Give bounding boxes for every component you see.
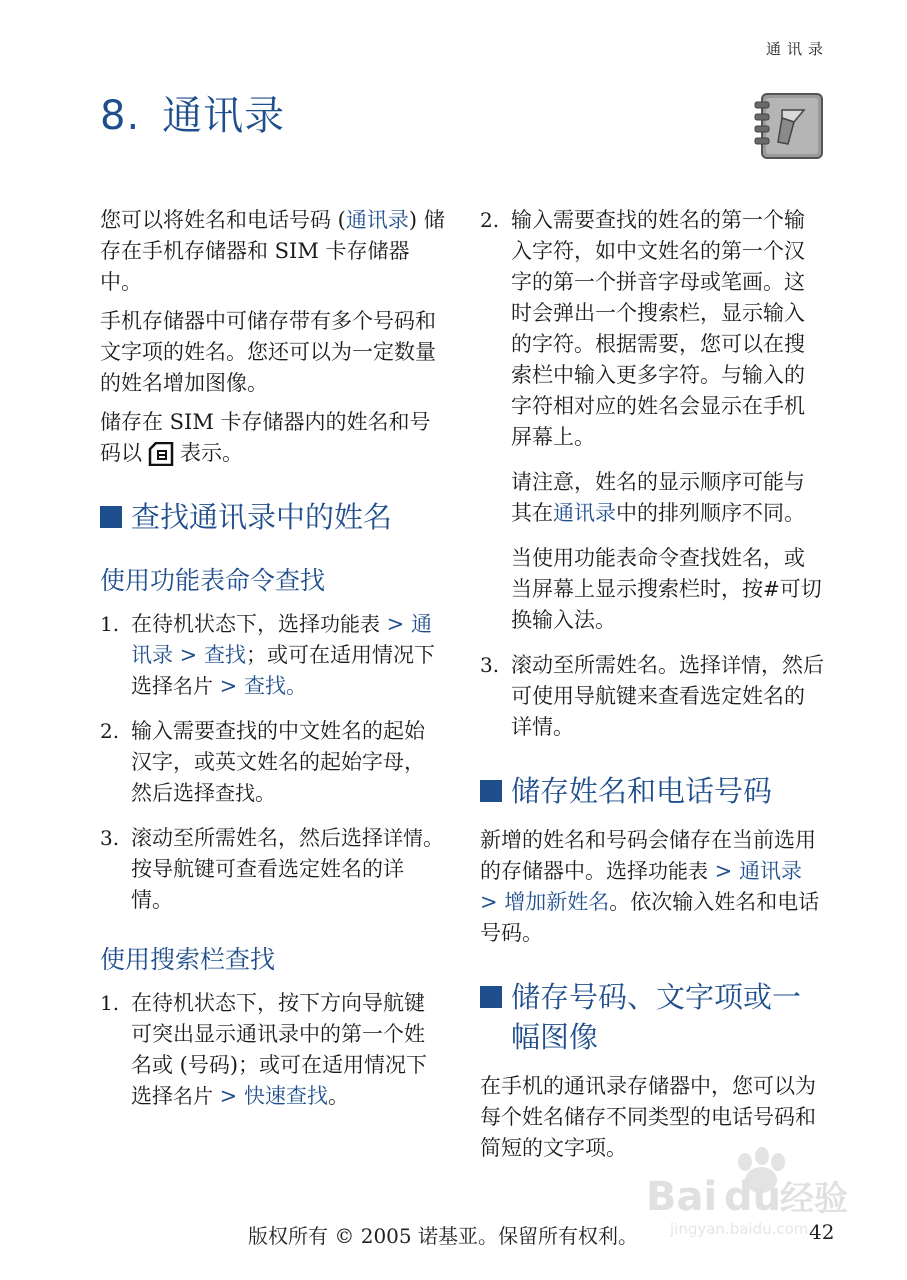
multi-paragraph: 在手机的通讯录存储器中，您可以为每个姓名储存不同类型的电话号码和简短的文字项。 — [480, 1074, 816, 1160]
chapter-name: 通讯录 — [162, 93, 286, 139]
list-item: 1. 在待机状态下，按下方向导航键可突出显示通讯录中的第一个姓名或 (号码)；或可在适用情况下选择名片 > 快速查找。 — [100, 991, 428, 1108]
section-heading-find: 查找通讯录中的姓名 — [100, 497, 445, 537]
list-item: 1. 在待机状态下，选择功能表 > 通讯录 > 查找；或可在适用情况下选择名片 > 查找。 — [100, 612, 435, 698]
note-display-order: 请注意，姓名的显示顺序可能与其在通讯录中的排列顺序不同。 — [511, 470, 805, 525]
list-item: 3. 滚动至所需姓名。选择详情，然后可使用导航键来查看选定姓名的详情。 — [480, 653, 824, 739]
menu-find-steps — [100, 609, 445, 916]
page-number: 42 — [809, 1220, 835, 1244]
subheading-search-bar: 使用搜索栏查找 — [100, 945, 276, 974]
save-paragraph: 新增的姓名和号码会储存在当前选用的存储器中。选择功能表 > 通讯录 > 增加新姓名。依次输入姓名和电话号码。 — [480, 828, 820, 945]
section-heading-save: 储存姓名和电话号码 — [480, 771, 825, 811]
section-heading-multi: 储存号码、文字项或一幅图像 — [480, 977, 825, 1057]
list-item: 3. 滚动至所需姓名，然后选择详情。按导航键可查看选定姓名的详情。 — [100, 826, 444, 912]
intro-paragraph-1: 您可以将姓名和电话号码 (通讯录) 储存在手机存储器和 SIM 卡存储器中。 — [100, 208, 445, 294]
chapter-number: 8. — [100, 93, 141, 139]
svg-text:jingyan.baidu.com: jingyan.baidu.com — [670, 1220, 809, 1238]
chapter-title — [100, 84, 285, 141]
list-item: 2. 输入需要查找的中文姓名的起始汉字，或英文姓名的起始字母，然后选择查找。 — [100, 719, 425, 805]
svg-text:Bai: Bai — [646, 1174, 718, 1220]
section-square-icon — [100, 506, 122, 528]
subheading-menu-find: 使用功能表命令查找 — [100, 566, 326, 595]
intro-paragraph-2: 手机存储器中可储存带有多个号码和文字项的姓名。您还可以为一定数量的姓名增加图像。 — [100, 309, 436, 395]
svg-text:du: du — [724, 1174, 782, 1220]
address-book-icon — [752, 88, 828, 164]
right-column — [480, 205, 825, 1172]
running-header: 通讯录 — [765, 40, 829, 58]
search-bar-steps-continued — [480, 205, 825, 453]
search-bar-steps-start — [100, 988, 445, 1112]
sim-card-icon — [148, 442, 174, 466]
contacts-link: 通讯录 — [345, 208, 409, 232]
intro-paragraph-3: 储存在 SIM 卡存储器内的姓名和号码以 表示。 — [100, 410, 431, 465]
section-square-icon — [480, 780, 502, 802]
search-bar-steps-end — [480, 650, 825, 743]
note-input-method: 当使用功能表命令查找姓名，或当屏幕上显示搜索栏时，按#可切换输入法。 — [511, 546, 822, 632]
baidu-watermark-logo — [640, 1140, 870, 1240]
copyright-footer: 版权所有 © 2005 诺基亚。保留所有权利。 — [248, 1224, 638, 1248]
svg-text:经验: 经验 — [780, 1179, 848, 1219]
section-square-icon — [480, 986, 502, 1008]
left-column — [100, 205, 445, 1126]
list-item: 2. 输入需要查找的姓名的第一个输入字符，如中文姓名的第一个汉字的第一个拼音字母或笔画。这时会弹出一个搜索栏，显示输入的字符。根据需要，您可以在搜索栏中输入更多字符。与输入的字符相对应的姓名会显示在手机屏幕上。 — [480, 208, 805, 449]
